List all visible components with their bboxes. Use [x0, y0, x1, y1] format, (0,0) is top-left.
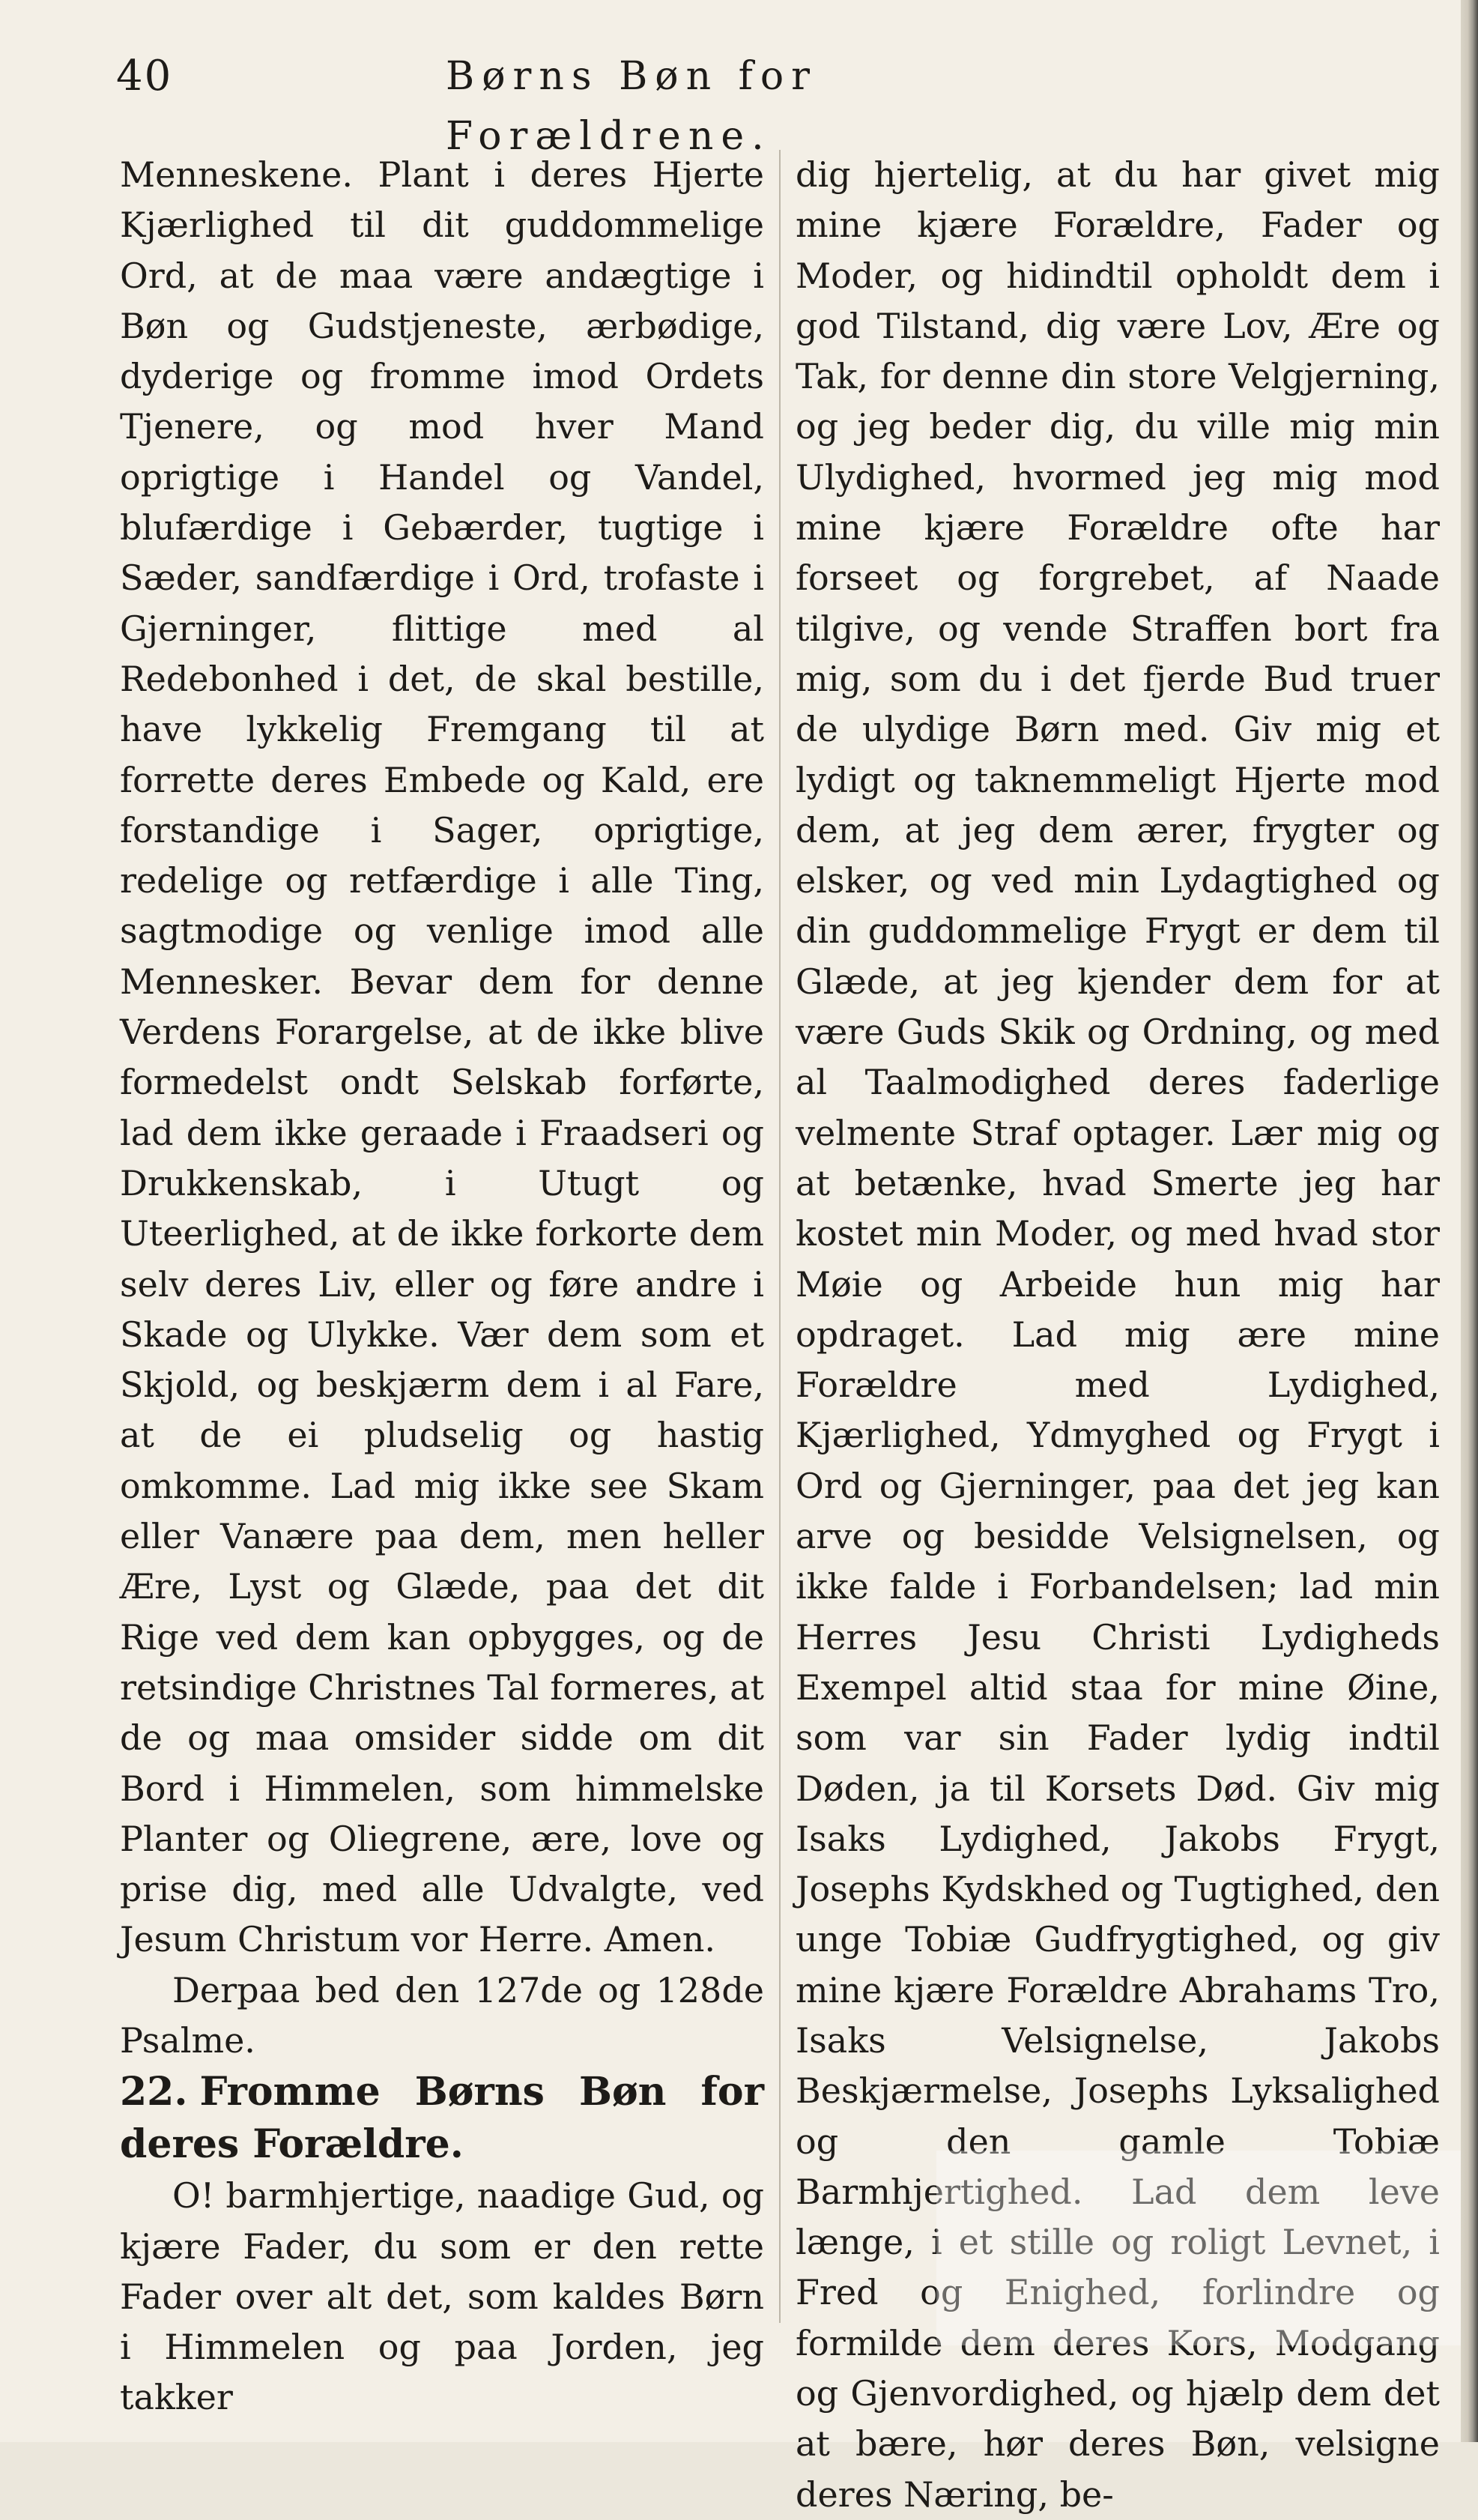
- prayer-paragraph: O! barmhjertige, naadige Gud, og kjære Fader, du som er den rette Fader over alt det, som kaldes Børn i Himmelen og paa Jorden, jeg takker: [120, 2175, 764, 2418]
- page-number: 40: [116, 52, 173, 100]
- column-divider: [779, 150, 781, 2323]
- section-title: Fromme Børns Bøn for deres Forældre.: [120, 2069, 764, 2168]
- prayer-paragraph: Menneskene. Plant i deres Hjerte Kjærlighed til dit guddommelige Ord, at de maa være andægtige i Bøn og Gudstjeneste, ærbødige, dyderige og fromme imod Ordets Tjenere, og mod hver Mand oprigtige i Handel og Vandel, blufærdige i Gebærder, tugtige i Sæder, sandfærdige i Ord, trofaste i Gjerninger, flittige med al Redebonhed i det, de skal bestille, have lykkelig Fremgang til at forrette deres Embede og Kald, ere forstandige i Sager, oprigtige, redelige og retfærdige i alle Ting, sagtmodige og venlige imod alle Mennesker. Bevar dem for denne Verdens Forargelse, at de ikke blive formedelst ondt Selskab forførte, lad dem ikke geraade i Fraadseri og Drukkenskab, i Utugt og Uteerlighed, at de ikke forkorte dem selv deres Liv, eller og føre andre i Skade og Ulykke. Vær dem som et Skjold, og beskjærm dem i al Fare, at de ei pludselig og hastig omkomme. Lad mig ikke see Skam eller Vanære paa dem, men heller Ære, Lyst og Glæde, paa det dit Rige ved dem kan opbygges, og de retsindige Christnes Tal formeres, at de og maa omsider sidde om dit Bord i Himmelen, som himmelske Planter og Oliegrene, ære, love og prise dig, med alle Udvalgte, ved Jesum Christum vor Herre. Amen.: [120, 154, 764, 1960]
- left-column: [120, 150, 764, 2423]
- running-title: Børns Bøn for Forældrene.: [446, 54, 818, 159]
- section-heading: [120, 2066, 764, 2171]
- prayer-paragraph: dig hjertelig, at du har givet mig mine kjære Forældre, Fader og Moder, og hidindtil opholdt dem i god Tilstand, dig være Lov, Ære og Tak, for denne din store Velgjerning, og jeg beder dig, du ville mig min Ulydighed, hvormed jeg mig mod mine kjære Forældre ofte har forseet og forgrebet, af Naade tilgive, og vende Straffen bort fra mig, som du i det fjerde Bud truer de ulydige Børn med. Giv mig et lydigt og taknemmeligt Hjerte mod dem, at jeg dem ærer, frygter og elsker, og ved min Lydagtighed og din guddommelige Frygt er dem til Glæde, at jeg kjender dem for at være Guds Skik og Ordning, og med al Taalmodighed deres faderlige velmente Straf optager. Lær mig og at betænke, hvad Smerte jeg har kostet min Moder, og med hvad stor Møie og Arbeide hun mig har opdraget. Lad mig ære mine Forældre med Lydighed, Kjærlighed, Ydmyghed og Frygt i Ord og Gjerninger, paa det jeg kan arve og besidde Velsignelsen, og ikke falde i Forbandelsen; lad min Herres Jesu Christi Lydigheds Exempel altid staa for mine Øine, som var sin Fader lydig indtil Døden, ja til Korsets Død. Giv mig Isaks Lydighed, Jakobs Frygt, Josephs Kydskhed og Tugtighed, den unge Tobiæ Gudfrygtighed, og giv mine kjære Forældre Abrahams Tro, Isaks Velsignelse, Jakobs Beskjærmelse, Josephs Lyksalighed og den gamle Tobiæ Barmhjertighed. Lad dem leve længe, i et stille og roligt Levnet, i Fred og Enighed, forlindre og formilde dem deres Kors, Modgang og Gjenvordighed, og hjælp dem det at bære, hør deres Bøn, velsigne deres Næring, be-: [796, 154, 1440, 2515]
- section-number: 22.: [120, 2069, 188, 2115]
- instruction-paragraph: Derpaa bed den 127de og 128de Psalme.: [120, 1969, 764, 2061]
- paper-patch: [936, 2151, 1461, 2345]
- page-header: [116, 46, 1112, 159]
- book-edge: [1461, 0, 1478, 2442]
